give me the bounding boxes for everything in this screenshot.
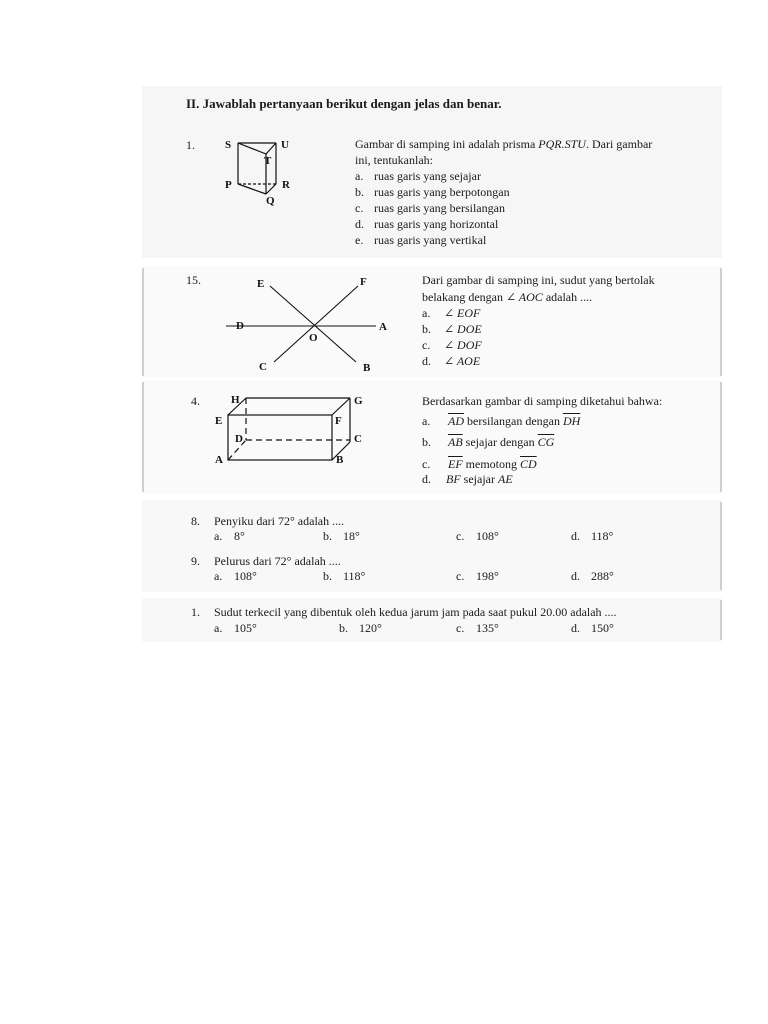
q15-number: 15. (186, 273, 201, 287)
q4-intro: Berdasarkan gambar di samping diketahui bahwa: (422, 394, 663, 408)
q4-option: c. $\overline{EF}$ memotong $\overline{CD}$ (422, 457, 537, 471)
q15-label-e: E (257, 278, 265, 290)
q15-line1: Dari gambar di samping ini, sudut yang bertolak (422, 273, 655, 287)
q1b-option-d: d. 150° (571, 621, 614, 635)
q1-option: e. ruas garis yang vertikal (355, 233, 487, 247)
q1-option: a. ruas garis yang sejajar (355, 169, 481, 183)
q8-option-d: d. 118° (571, 529, 614, 543)
q1-intro-post: . Dari gambar (585, 137, 653, 151)
q4-label-h: H (231, 394, 240, 406)
q4-label-g: G (354, 395, 363, 407)
q1-label-u: U (281, 139, 289, 151)
q1b-option-a: a. 105° (214, 621, 257, 635)
q15-label-b: B (363, 362, 371, 374)
q9-number: 9. (191, 554, 200, 568)
q15-line2: belakang dengan ∠ AOC adalah .... (422, 290, 593, 304)
right-rule (720, 382, 722, 492)
q9-option-c: c. 198° (456, 569, 499, 583)
q8-option-b: b. 18° (323, 529, 360, 543)
q8-text: Penyiku dari 72° adalah .... (214, 514, 345, 528)
q8-number: 8. (191, 514, 200, 528)
q1-number: 1. (186, 138, 195, 152)
right-rule (720, 600, 722, 640)
q4-number: 4. (191, 394, 200, 408)
q1b-text: Sudut terkecil yang dibentuk oleh kedua jarum jam pada saat pukul 20.00 adalah .... (214, 605, 617, 619)
q1-option: b. ruas garis yang berpotongan (355, 185, 510, 199)
q15-label-o: O (309, 332, 318, 344)
q4-cuboid-figure (212, 390, 372, 470)
q15-option: b. ∠ DOE (422, 322, 482, 336)
q9-option-d: d. 288° (571, 569, 614, 583)
q4-label-b: B (336, 454, 344, 466)
q8-option-c: c. 108° (456, 529, 499, 543)
q4-option: a. $\overline{AD}$ bersilangan dengan $\overline{DH}$ (422, 414, 581, 428)
q15-option: c. ∠ DOF (422, 338, 482, 352)
q1-prism-figure (220, 134, 300, 210)
q1-label-t: T (264, 155, 272, 167)
q4-label-c: C (354, 433, 362, 445)
q1-label-r: R (282, 179, 290, 191)
q4-label-d: D (235, 433, 243, 445)
q1b-option-b: b. 120° (339, 621, 382, 635)
q15-label-a: A (379, 321, 387, 333)
q9-text: Pelurus dari 72° adalah .... (214, 554, 341, 568)
q1-label-s: S (225, 139, 232, 151)
q1-option: d. ruas garis yang horizontal (355, 217, 499, 231)
q1-prism-name: PQR.STU (538, 137, 586, 151)
q15-label-c: C (259, 361, 267, 373)
q15-option: a. ∠ EOF (422, 306, 481, 320)
left-rule (142, 268, 144, 376)
q1-label-p: P (225, 179, 232, 191)
right-rule (720, 268, 722, 376)
q4-label-f: F (335, 415, 342, 427)
q4-label-a: A (215, 454, 223, 466)
q1b-number: 1. (191, 605, 200, 619)
left-rule (142, 382, 144, 492)
q9-option-b: b. 118° (323, 569, 366, 583)
q15-label-d: D (236, 320, 244, 332)
q1b-option-c: c. 135° (456, 621, 499, 635)
q15-label-f: F (360, 276, 367, 288)
q1-intro-line2: ini, tentukanlah: (355, 153, 433, 167)
q4-label-e: E (215, 415, 223, 427)
q8-option-a: a. 8° (214, 529, 245, 543)
q1-option: c. ruas garis yang bersilangan (355, 201, 505, 215)
q9-option-a: a. 108° (214, 569, 257, 583)
right-rule (720, 502, 722, 590)
q1-intro-line1 (355, 136, 652, 152)
q1-intro-pre: Gambar di samping ini adalah prisma (355, 137, 539, 151)
q15-option: d. ∠ AOE (422, 354, 481, 368)
q4-option: d. BF sejajar AE (422, 472, 513, 486)
q1-label-q: Q (266, 195, 275, 207)
q15-lines-figure (226, 272, 396, 376)
q15-angle: ∠ AOC (505, 290, 543, 304)
section-heading: II. Jawablah pertanyaan berikut dengan jelas dan benar. (186, 96, 502, 111)
q4-option: b. $\overline{AB}$ sejajar dengan $\overline{CG}$ (422, 435, 555, 449)
